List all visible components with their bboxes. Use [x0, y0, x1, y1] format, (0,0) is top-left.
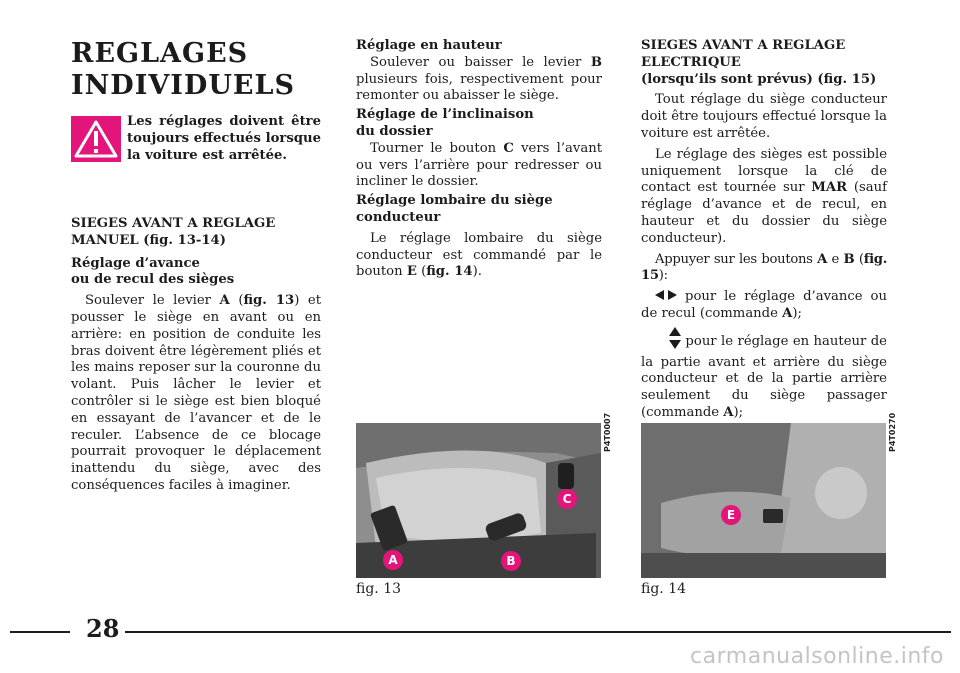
label-c: C [557, 489, 577, 509]
section-title-manual: SIEGES AVANT A REGLAGE MANUEL (fig. 13-14) [71, 216, 276, 248]
paragraph-height-control: pour le réglage en hauteur de la partie avant et arrière du siège conducteur et de la partie arrière seulement du siège passager (commande A); [641, 327, 887, 422]
label-b: B [501, 551, 521, 571]
section-title-electric: SIEGES AVANT A REGLAGE ELECTRIQUE (lorsqu’ils sont prévus) (fig. 15) [641, 38, 877, 87]
label-e: E [721, 505, 741, 525]
column-3 [641, 38, 887, 422]
warning-text: Les réglages doivent être toujours effectués lorsque la voiture est arrêtée. [127, 114, 321, 163]
page-number: 28 [86, 614, 120, 643]
paragraph-electric-1: Tout réglage du siège conducteur doit être toujours effectué lorsque la voiture est arrêtée. [641, 92, 887, 141]
paragraph-electric-2: Le réglage des sièges est possible uniquement lorsque la clé de contact est tournée sur MAR (sauf réglage d’avance et de recul, en hauteur et du dossier du siège conducteur). [641, 146, 888, 246]
paragraph-backrest: Tourner le bouton C vers l’avant ou vers l’arrière pour redresser ou incliner le dossier. [356, 140, 602, 190]
figure-14-code: P4T0270 [888, 412, 897, 452]
watermark: carmanualsonline.info [690, 644, 944, 669]
subheading-lumbar: Réglage lombaire du siège conducteur [356, 193, 553, 225]
page-title: REGLAGES INDIVIDUELS [71, 38, 295, 101]
footer-rule-right [125, 631, 951, 633]
figure-14-seat-photo [641, 423, 886, 578]
subheading-fore-aft: Réglage d’avance ou de recul des sièges [71, 255, 235, 288]
subheading-backrest: Réglage de l’inclinaison du dossier [356, 107, 534, 139]
figure-13-seat-photo [356, 423, 601, 578]
column-2 [356, 38, 602, 281]
paragraph-fore-aft: Soulever le levier A (fig. 13) et pousser le siège en avant ou en arrière: en position de conduite les bras doivent être légèrement pliés et les mains reposer sur la couronne du volant. Puis lâcher le levier et contrôler si le siège est bien bloqué en essayant de l’avancer et de le reculer. L’absence de ce blocage pourrait provoquer le déplacement inattendu du siège, avec des conséquences faciles à imaginer. [71, 293, 321, 493]
figure-14-caption: fig. 14 [641, 581, 687, 597]
column-1 [71, 38, 321, 495]
arrow-up-down-icon [655, 327, 681, 355]
warning-box [71, 114, 321, 176]
paragraph-electric-3: Appuyer sur les boutons A e B (fig. 15): [641, 251, 887, 284]
warning-triangle-icon [71, 116, 121, 162]
figure-13-code: P4T0007 [603, 412, 612, 452]
footer-rule-left [10, 631, 70, 633]
figure-13-caption: fig. 13 [356, 581, 402, 597]
label-a: A [383, 550, 403, 570]
paragraph-lumbar: Le réglage lombaire du siège conducteur est commandé par le bouton E (fig. 14). [356, 230, 602, 280]
subheading-height: Réglage en hauteur [356, 38, 502, 53]
paragraph-fore-aft-control: pour le réglage d’avance ou de recul (commande A); [641, 289, 887, 321]
paragraph-height: Soulever ou baisser le levier B plusieurs fois, respectivement pour remonter ou abaisser le siège. [356, 54, 602, 104]
arrow-left-right-icon [655, 289, 677, 304]
